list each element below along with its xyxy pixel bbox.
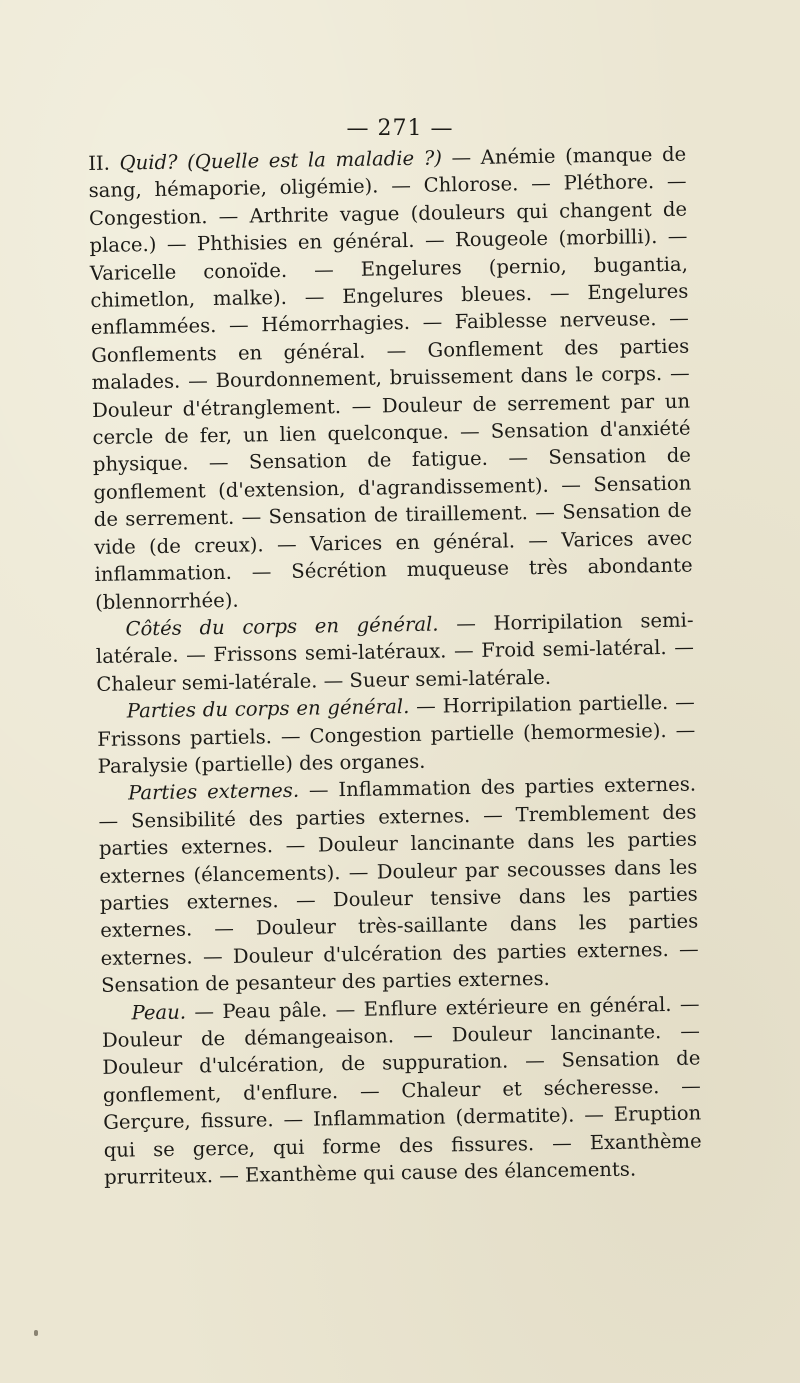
paragraph-lead: Quid? (Quelle est la maladie ?) [119,146,443,175]
paragraph-text: — Horripilation semi-latérale. — Frissons semi-latéraux. — Froid semi-latéral. — Chaleur semi-latérale. — Sueur semi-latérale. [95,608,695,696]
paragraph-parties-du-corps [97,689,696,781]
paragraph-text: — Anémie (manque de sang, hémaporie, oligémie). — Chlorose. — Pléthore. — Congestion. — Arthrite vague (douleurs qui changent de place.) — Phthisies en général. — Rougeole (morbilli). — Varicelle conoïde. — Engelures (pernio, bugantia, chimetlon, malke). — Engelures bleues. — Engelures enflammées. — Hémorrhagies. — Faiblesse nerveuse. — Gonflements en général. — Gonflement des parties malades. — Bourdonnement, bruissement dans le corps. — Douleur d'étranglement. — Douleur de serrement par un cercle de fer, un lien quelconque. — Sensation d'anxiété physique. — Sensation de fatigue. — Sensation de gonflement (d'extension, d'agrandissement). — Sensation de serrement. — Sensation de tiraillement. — Sensation de vide (de creux). — Varices en général. — Varices avec inflammation. — Sécrétion muqueuse très abondante (blennorrhée). [88,142,693,614]
paper-speck [34,1330,38,1336]
paragraph-lead: Parties du corps en général. [126,695,410,723]
paragraph-parties-externes [98,771,699,1000]
paragraph-peau [101,990,702,1191]
section-number: II. [88,151,120,175]
paragraph-text: — Inflammation des parties externes. — Sensibilité des parties externes. — Tremblement des parties externes. — Douleur lancinante dans les parties externes (élancements). — Douleur par secousses dans les parties externes. — Douleur tensive dans les parties externes. — Douleur très-saillante dans les parties externes. — Douleur d'ulcération des parties externes. — Sensation de pesanteur des parties externes. [98,772,699,998]
paragraph-lead: Parties externes. [127,779,300,805]
paragraph-lead: Côtés du corps en général. [125,612,439,641]
page-body-text [88,141,702,1192]
paragraph-cotes-du-corps [95,606,694,698]
paragraph-text: — Horripilation partielle. — Frissons partiels. — Congestion partielle (hemormesie). — Paralysie (partielle) des organes. [97,690,696,778]
paragraph-text: — Peau pâle. — Enflure extérieure en général. — Douleur de démangeaison. — Douleur lancinante. — Douleur d'ulcération, de suppuration. — Sensation de gonflement, d'enflure. — Chaleur et sécheresse. — Gerçure, fissure. — Inflammation (dermatite). — Eruption qui se gerce, qui forme des fissures. — Exanthème prurriteux. — Exanthème qui cause des élancements. [101,992,702,1189]
paragraph-quid [88,141,693,616]
paragraph-lead: Peau. [131,1000,187,1025]
page-number: — 271 — [346,116,454,141]
